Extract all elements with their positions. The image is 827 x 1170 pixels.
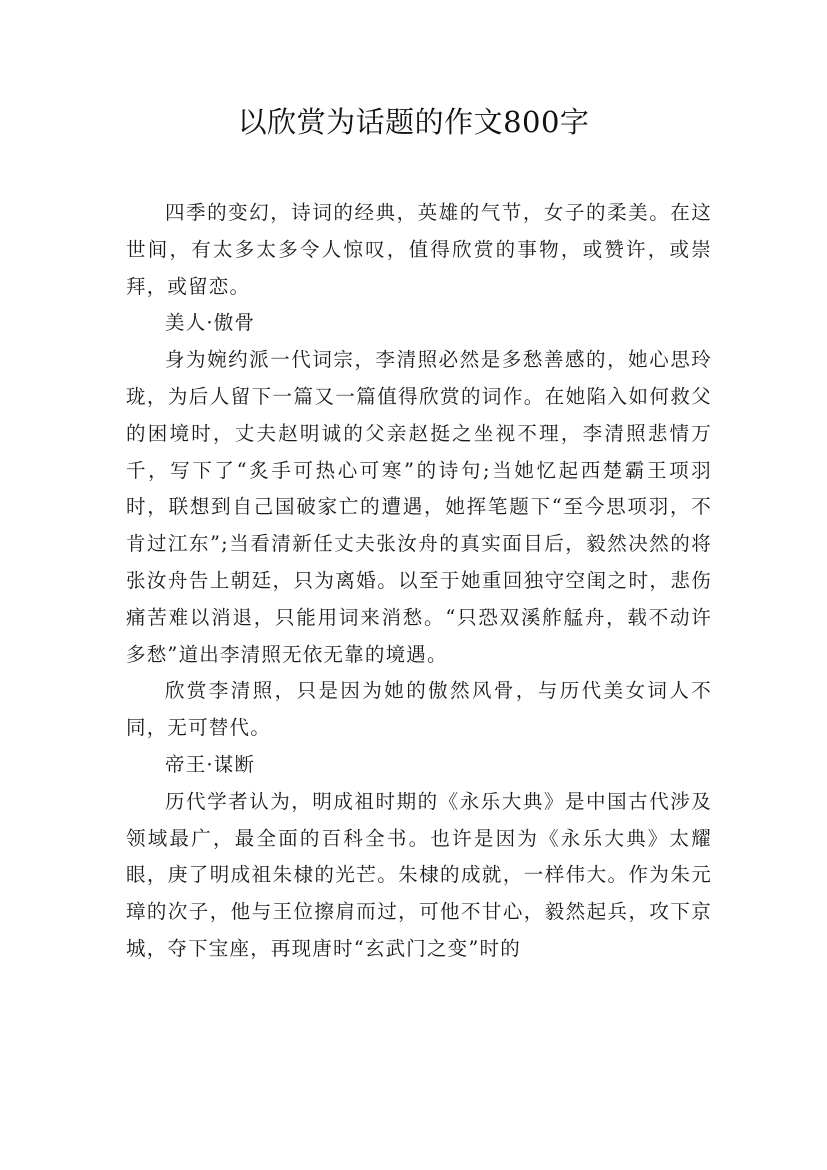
paragraph-zhu-di: 历代学者认为，明成祖时期的《永乐大典》是中国古代涉及领域最广，最全面的百科全书。也许是因为《永乐大典》太耀眼，庚了明成祖朱棣的光芒。朱棣的成就，一样伟大。作为朱元璋的次子，他与王位擦肩而过，可他不甘心，毅然起兵，攻下京城，夺下宝座，再现唐时“玄武门之变”时的 bbox=[126, 789, 712, 960]
document-title: 以欣赏为话题的作文800字 bbox=[237, 105, 590, 139]
section-heading-beauty: 美人·傲骨 bbox=[165, 311, 256, 335]
paragraph-appreciation: 欣赏李清照，只是因为她的傲然风骨，与历代美女词人不同，无可替代。 bbox=[126, 679, 712, 740]
paragraph-intro: 四季的变幻，诗词的经典，英雄的气节，女子的柔美。在这世间，有太多太多令人惊叹，值得欣赏的事物，或赞许，或崇拜，或留恋。 bbox=[126, 201, 712, 298]
document-body bbox=[126, 195, 712, 968]
section-heading-emperor: 帝王·谋断 bbox=[165, 752, 256, 776]
paragraph-li-qingzhao: 身为婉约派一代词宗，李清照必然是多愁善感的，她心思玲珑，为后人留下一篇又一篇值得欣赏的词作。在她陷入如何救父的困境时，丈夫赵明诚的父亲赵挺之坐视不理，李清照悲情万千，写下了“炙手可热心可寒”的诗句;当她忆起西楚霸王项羽时，联想到自己国破家亡的遭遇，她挥笔题下“至今思项羽，不肯过江东”;当看清新任丈夫张汝舟的真实面目后，毅然决然的将张汝舟告上朝廷，只为离婚。以至于她重回独守空闺之时，悲伤痛苦难以消退，只能用词来消愁。“只恐双溪舴艋舟，载不动许多愁”道出李清照无依无靠的境遇。 bbox=[126, 348, 712, 666]
